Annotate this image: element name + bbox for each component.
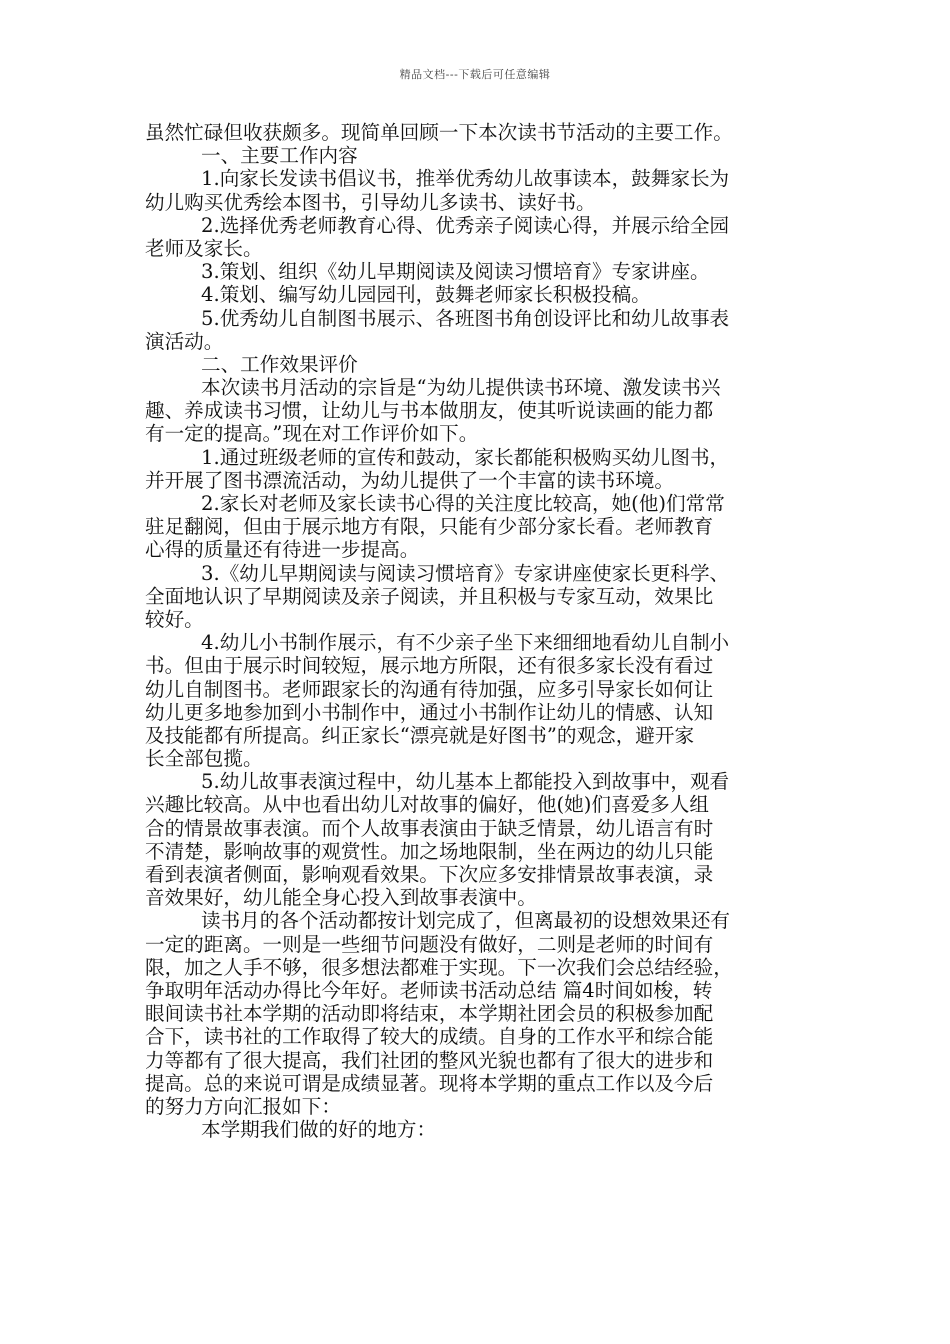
page-header: 精品文档---下载后可任意编辑 bbox=[399, 68, 551, 81]
text-line: 及技能都有所提高。纠正家长“漂亮就是好图书”的观念，避开家 bbox=[145, 723, 695, 747]
text-line: 合下，读书社的工作取得了较大的成绩。自身的工作水平和综合能 bbox=[145, 1025, 714, 1049]
text-line: 幼儿购买优秀绘本图书，引导幼儿多读书、读好书。 bbox=[145, 190, 596, 214]
text-line: 长全部包揽。 bbox=[145, 747, 263, 771]
text-line: 一定的距离。一则是一些细节问题没有做好，二则是老师的时间有 bbox=[145, 932, 714, 956]
text-line: 4.策划、编写幼儿园园刊，鼓舞老师家长积极投稿。 bbox=[201, 283, 651, 307]
text-line: 眼间读书社本学期的活动即将结束，本学期社团会员的积极参加配 bbox=[145, 1002, 714, 1026]
text-line: 合的情景故事表演。而个人故事表演由于缺乏情景，幼儿语言有时 bbox=[145, 816, 714, 840]
document-body bbox=[145, 121, 815, 1141]
text-line: 4.幼儿小书制作展示，有不少亲子坐下来细细地看幼儿自制小 bbox=[201, 631, 730, 655]
text-line: 并开展了图书漂流活动，为幼儿提供了一个丰富的读书环境。 bbox=[145, 468, 675, 492]
text-line: 1.通过班级老师的宣传和鼓动，家长都能积极购买幼儿图书， bbox=[201, 445, 730, 469]
text-line: 2.家长对老师及家长读书心得的关注度比较高，她(他)们常常 bbox=[201, 492, 725, 515]
text-line: 提高。总的来说可谓是成绩显著。现将本学期的重点工作以及今后 bbox=[145, 1071, 714, 1095]
text-line: 看到表演者侧面，影响观看效果。下次应多安排情景故事表演，录 bbox=[145, 863, 714, 886]
text-line: 有一定的提高。”现在对工作评价如下。 bbox=[145, 422, 479, 446]
text-line: 幼儿更多地参加到小书制作中，通过小书制作让幼儿的情感、认知 bbox=[145, 700, 714, 724]
text-line: 驻足翻阅，但由于展示地方有限，只能有少部分家长看。老师教育 bbox=[145, 515, 714, 539]
text-line: 兴趣比较高。从中也看出幼儿对故事的偏好，他(她)们喜爱多人组 bbox=[145, 793, 709, 817]
text-line: 较好。 bbox=[145, 607, 204, 631]
text-line: 读书月的各个活动都按计划完成了，但离最初的设想效果还有 bbox=[201, 909, 731, 933]
text-line: 的努力方向汇报如下： bbox=[145, 1094, 341, 1118]
text-line: 演活动。 bbox=[145, 329, 224, 353]
text-line: 本学期我们做的好的地方： bbox=[201, 1118, 437, 1142]
text-line: 二、工作效果评价 bbox=[201, 352, 358, 376]
text-line: 5.幼儿故事表演过程中，幼儿基本上都能投入到故事中，观看 bbox=[201, 770, 730, 794]
text-line: 2.选择优秀老师教育心得、优秀亲子阅读心得，并展示给全园 bbox=[201, 213, 730, 237]
text-line: 3.策划、组织《幼儿早期阅读及阅读习惯培育》专家讲座。 bbox=[201, 260, 710, 284]
text-line: 不清楚，影响故事的观赏性。加之场地限制，坐在两边的幼儿只能 bbox=[145, 839, 714, 863]
text-line: 限，加之人手不够，很多想法都难于实现。下一次我们会总结经验， bbox=[145, 955, 733, 979]
text-line: 5.优秀幼儿自制图书展示、各班图书角创设评比和幼儿故事表 bbox=[201, 306, 730, 330]
text-line: 3.《幼儿早期阅读与阅读习惯培育》专家讲座使家长更科学、 bbox=[201, 561, 730, 585]
text-line: 趣、养成读书习惯，让幼儿与书本做朋友，使其听说读画的能力都 bbox=[145, 399, 714, 423]
text-line: 老师及家长。 bbox=[145, 236, 263, 260]
text-line: 争取明年活动办得比今年好。老师读书活动总结 篇4时间如梭，转 bbox=[145, 978, 713, 1002]
text-line: 幼儿自制图书。老师跟家长的沟通有待加强，应多引导家长如何让 bbox=[145, 677, 714, 701]
text-line: 虽然忙碌但收获颇多。现简单回顾一下本次读书节活动的主要工作。 bbox=[145, 121, 733, 144]
text-line: 书。但由于展示时间较短，展示地方所限，还有很多家长没有看过 bbox=[145, 654, 714, 678]
text-line: 心得的质量还有待进一步提高。 bbox=[145, 538, 420, 562]
text-line: 全面地认识了早期阅读及亲子阅读，并且积极与专家互动，效果比 bbox=[145, 584, 714, 608]
text-line: 音效果好，幼儿能全身心投入到故事表演中。 bbox=[145, 886, 537, 910]
text-line: 1.向家长发读书倡议书，推举优秀幼儿故事读本，鼓舞家长为 bbox=[201, 167, 730, 191]
text-line: 力等都有了很大提高，我们社团的整风光貌也都有了很大的进步和 bbox=[145, 1048, 714, 1072]
text-line: 本次读书月活动的宗旨是“为幼儿提供读书环境、激发读书兴 bbox=[201, 376, 721, 400]
text-line: 一、主要工作内容 bbox=[201, 144, 358, 168]
